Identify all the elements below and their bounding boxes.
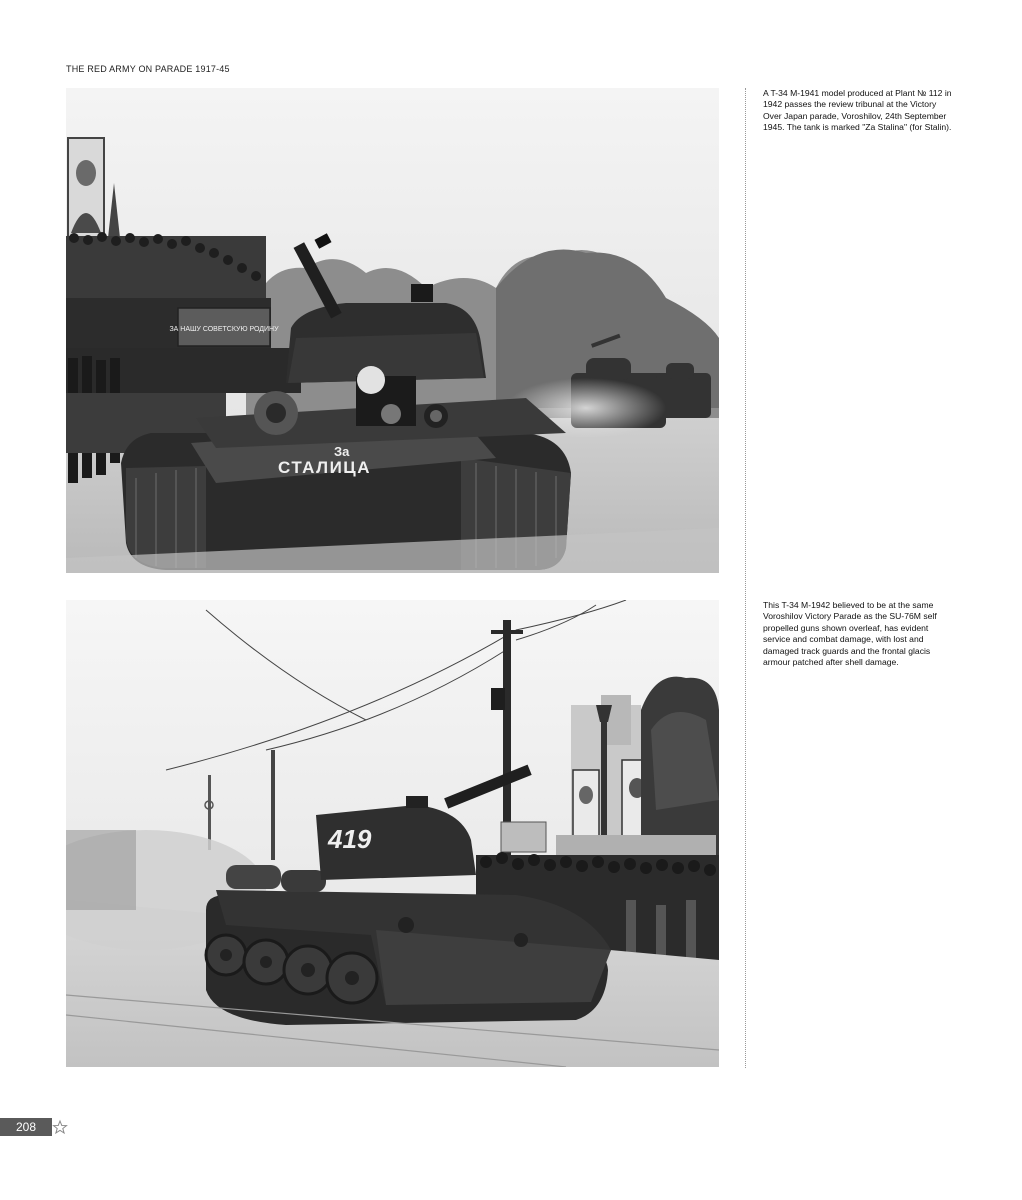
caption-text: A T-34 M-1941 model produced at Plant № 112 in 1942 passes the review tribunal at the Victory Over Japan parade, Voroshilov, 24th September 1945. The tank is marked "Za Stalina" (for Stalin). <box>763 88 952 133</box>
caption-photo-2 <box>763 600 955 668</box>
tribune-banner-text: ЗА НАШУ СОВЕТСКУЮ РОДИНУ <box>169 326 279 333</box>
running-head: THE RED ARMY ON PARADE 1917-45 <box>66 64 230 74</box>
tank-marking-stalina: СТАЛИЦА <box>278 458 371 477</box>
page-number: 208 <box>0 1118 52 1136</box>
photo-t34-m1942-parade <box>66 600 719 1067</box>
photo-t34-m1941-parade <box>66 88 719 573</box>
caption-photo-1 <box>763 88 955 134</box>
column-divider <box>745 88 746 1068</box>
tank-number: 419 <box>328 824 372 854</box>
caption-text: This T-34 M-1942 believed to be at the same Voroshilov Victory Parade as the SU-76M self propelled guns shown overleaf, has evident service and combat damage, with lost and damaged track guards and the frontal glacis armour patched after shell damage. <box>763 600 937 668</box>
star-outline-icon <box>52 1118 68 1136</box>
tank-marking-za: За <box>334 444 350 459</box>
